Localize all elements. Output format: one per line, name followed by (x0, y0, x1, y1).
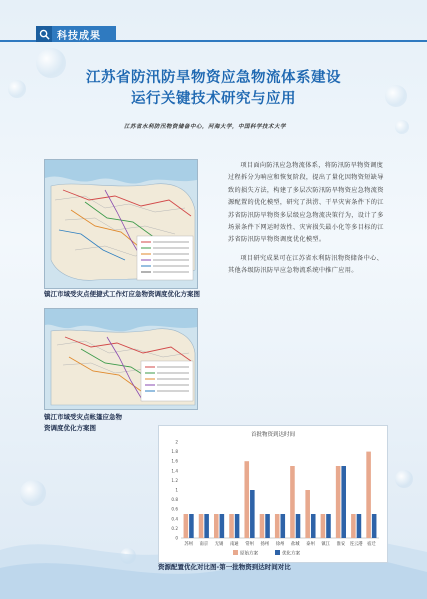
bar-original (305, 490, 310, 538)
bar-original (321, 514, 326, 538)
map1-caption: 镇江市域受灾点便捷式工作灯应急物资调度优化方案图 (44, 290, 200, 298)
bar-optimized (189, 514, 194, 538)
map-figure-tent (44, 308, 198, 410)
bar-optimized (235, 514, 240, 538)
bar-original (275, 514, 280, 538)
x-tick-label: 南京 (199, 542, 209, 547)
bar-optimized (204, 514, 209, 538)
y-tick-label: 1.4 (171, 468, 178, 474)
bar-original (244, 461, 249, 538)
water-bubble (395, 120, 409, 134)
water-bubble (20, 480, 46, 506)
x-tick-label: 无锡 (214, 542, 224, 547)
bar-optimized (311, 514, 316, 538)
legend-swatch (275, 550, 280, 555)
chart-title: 首批物资到达时间 (250, 432, 296, 438)
x-tick-label: 盐城 (290, 542, 300, 547)
y-tick-label: 1.6 (171, 458, 178, 464)
legend-label: 原始方案 (240, 551, 258, 557)
y-tick-label: 1.8 (171, 449, 178, 455)
x-tick-label: 苏州 (184, 542, 193, 547)
bar-original (199, 514, 204, 538)
x-tick-label: 连云港 (349, 542, 363, 547)
bar-original (290, 466, 295, 538)
bar-optimized (341, 466, 346, 538)
body-paragraph: 项目面向防汛应急物流体系，将防汛防旱物资调度过程拆分为响应和恢复阶段，提出了量化因物资短缺导致的损失方法，构建了多层次防汛防旱物资应急物流资源配置的优化模型，研究了洪涝、干旱灾害条件下的江苏省防汛防旱物资多层级应急物流决策行为，设计了多场景条件下网运时效性、灾害损失最小化等多目标的江苏省防汛防旱物资调度优化模型。 (228, 162, 384, 244)
x-tick-label: 南通 (230, 542, 239, 547)
legend-label: 优化方案 (282, 551, 300, 557)
bar-original (229, 514, 234, 538)
map-image (45, 309, 197, 409)
bar-optimized (372, 514, 377, 538)
map2-caption-line-1: 镇江市域受灾点帐篷应急物 (44, 413, 122, 421)
map2-caption-line-2: 资调度优化方案图 (44, 424, 96, 432)
x-tick-label: 镇江 (321, 542, 330, 547)
bar-original (214, 514, 219, 538)
x-tick-label: 宿迁 (367, 542, 376, 547)
bar-original (184, 514, 189, 538)
legend-swatch (233, 550, 238, 555)
body-paragraph: 项目研究成果可在江苏省水利防汛物资储备中心、其他各级防汛防旱应急物流系统中推广应用。 (228, 254, 384, 275)
x-tick-label: 淮安 (336, 542, 346, 547)
article-title-line-2: 运行关键技术研究与应用 (131, 91, 296, 107)
x-tick-label: 扬州 (260, 542, 270, 547)
bar-chart-svg (159, 426, 387, 562)
bar-optimized (220, 514, 225, 538)
water-bubble (395, 470, 413, 488)
x-tick-label: 徐州 (275, 542, 285, 547)
x-tick-label: 泰州 (306, 542, 315, 547)
article-body (228, 160, 386, 278)
authors: 江苏省水利防汛物资储备中心，河海大学，中国科学技术大学 (124, 124, 287, 130)
y-tick-label: 0.8 (171, 497, 178, 503)
bar-original (351, 514, 356, 538)
bar-optimized (265, 514, 270, 538)
bar-chart (158, 425, 388, 563)
bar-original (260, 514, 265, 538)
bar-optimized (250, 490, 255, 538)
bar-optimized (296, 514, 301, 538)
section-label: 科技成果 (57, 30, 101, 42)
chart-caption: 资源配置优化对比图-第一批物资到达时间对比 (158, 563, 291, 571)
bar-original (366, 452, 371, 538)
bar-optimized (281, 514, 286, 538)
y-tick-label: 0.4 (171, 516, 178, 522)
y-tick-label: 0.2 (171, 525, 178, 531)
map-figure-worklamp (44, 159, 198, 289)
search-icon (36, 26, 52, 42)
map-image (45, 160, 197, 288)
y-tick-label: 1.2 (171, 477, 178, 483)
section-header (36, 26, 116, 42)
x-tick-label: 常州 (245, 542, 254, 547)
y-tick-label: 1 (175, 487, 178, 493)
y-tick-label: 0 (175, 535, 178, 541)
y-tick-label: 2 (175, 439, 178, 445)
article-title-line-1: 江苏省防汛防旱物资应急物流体系建设 (86, 70, 341, 86)
bar-optimized (326, 514, 331, 538)
y-tick-label: 0.6 (171, 506, 178, 512)
bar-optimized (357, 514, 362, 538)
bar-original (336, 466, 341, 538)
